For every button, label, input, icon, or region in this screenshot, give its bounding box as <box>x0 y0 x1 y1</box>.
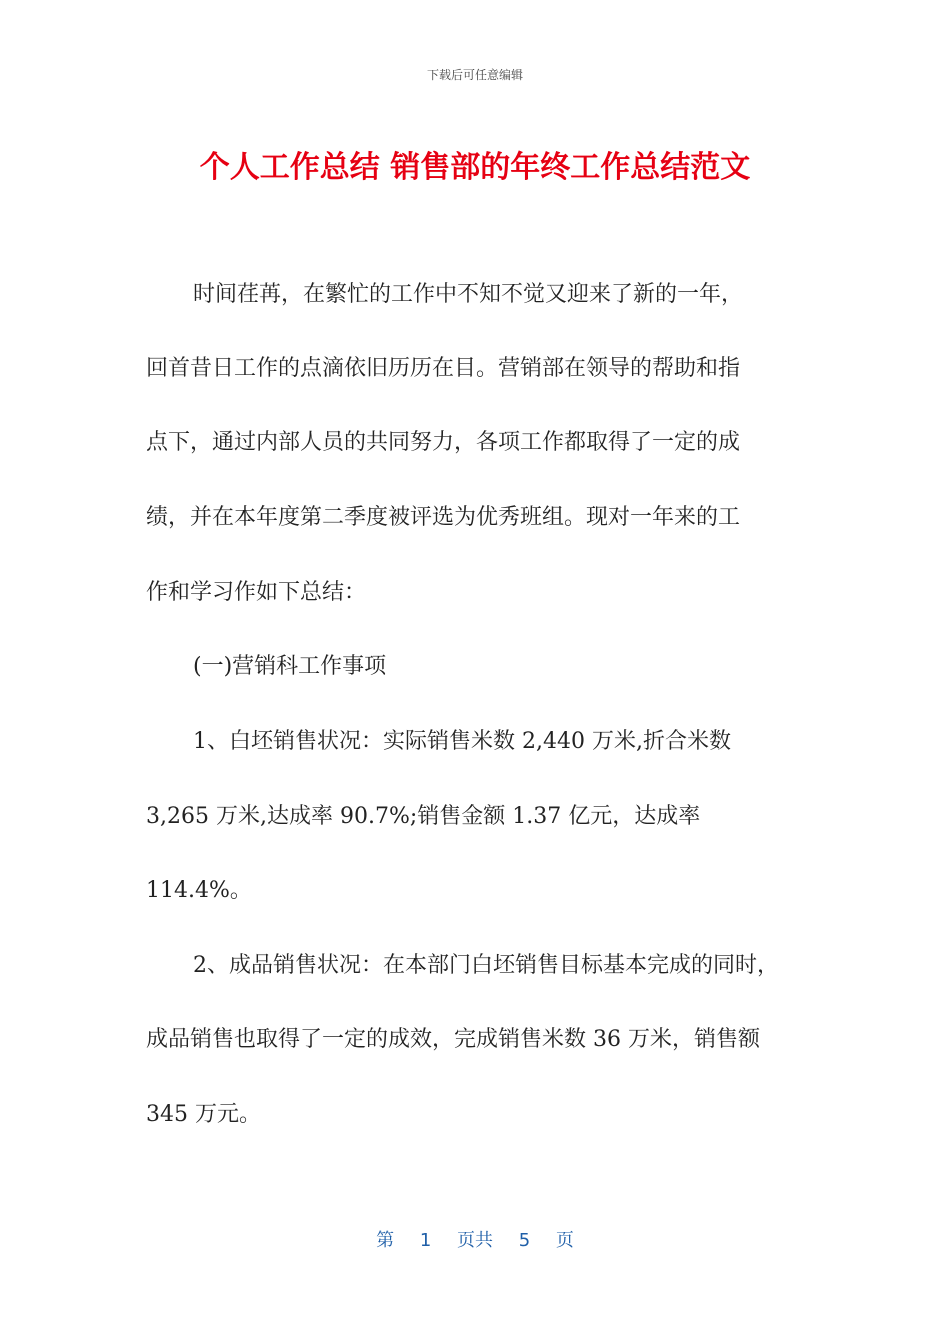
body-line: 回首昔日工作的点滴依旧历历在目。营销部在领导的帮助和指 <box>146 356 741 381</box>
body-line: 点下，通过内部人员的共同努力，各项工作都取得了一定的成 <box>146 430 741 455</box>
body-line: 3,265 万米,达成率 90.7%;销售金额 1.37 亿元，达成率 <box>146 804 701 829</box>
document-title: 个人工作总结 销售部的年终工作总结范文 <box>199 150 751 185</box>
body-line: 成品销售也取得了一定的成效，完成销售米数 36 万米，销售额 <box>146 1027 760 1052</box>
body-line: 2、成品销售状况：在本部门白坯销售目标基本完成的同时， <box>193 953 779 978</box>
footer-prefix: 第 <box>376 1230 395 1251</box>
body-line: 绩，并在本年度第二季度被评选为优秀班组。现对一年来的工 <box>146 505 741 530</box>
footer-page-number: 1 <box>419 1230 432 1251</box>
page-footer <box>0 1226 950 1252</box>
body-line: 114.4%。 <box>146 878 252 903</box>
body-line: 345 万元。 <box>146 1102 261 1127</box>
body-line: 1、白坯销售状况：实际销售米数 2,440 万米,折合米数 <box>193 729 731 754</box>
section-heading: (一)营销科工作事项 <box>193 654 387 679</box>
footer-middle: 页共 <box>457 1230 493 1251</box>
footer-total-pages: 5 <box>518 1230 531 1251</box>
footer-suffix: 页 <box>555 1230 574 1251</box>
header-note: 下载后可任意编辑 <box>426 68 523 82</box>
body-line: 作和学习作如下总结： <box>146 580 367 605</box>
body-line: 时间荏苒，在繁忙的工作中不知不觉又迎来了新的一年， <box>193 282 744 307</box>
